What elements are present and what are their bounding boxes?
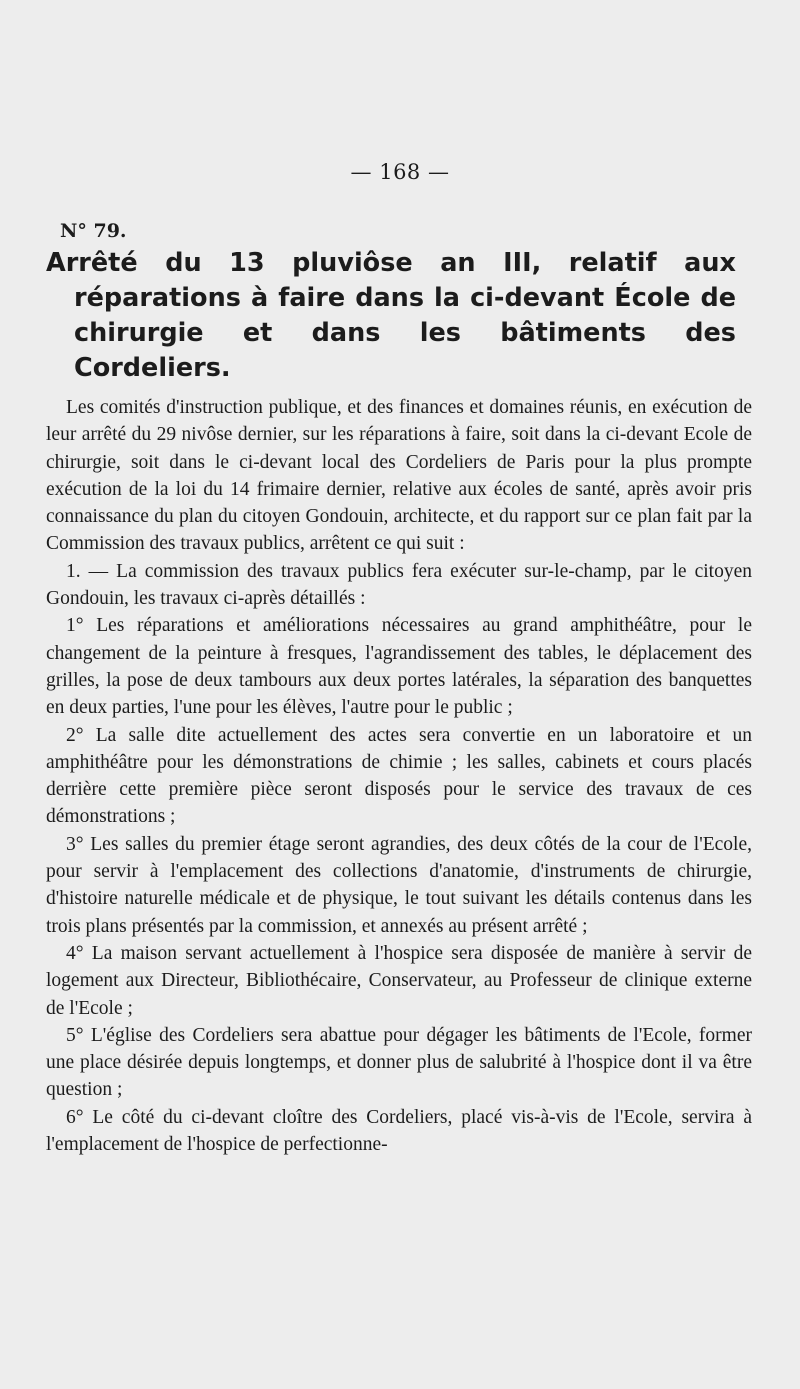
- paragraph-item-2: 2° La salle dite actuellement des actes sera convertie en un laboratoire et un amphithéâtre pour les démonstrations de chimie ; les salles, cabinets et cours placés derrière cette première pièce seront disposés pour le service des travaux de ces démonstrations ;: [46, 724, 752, 828]
- paragraph-item-4: 4° La maison servant actuellement à l'hospice sera disposée de manière à servir de logement aux Directeur, Bibliothécaire, Conservateur, au Professeur de clinique externe de l'Ecole ;: [46, 942, 752, 1019]
- document-title: Arrêté du 13 pluviôse an III, relatif aux réparations à faire dans la ci-devant École de chirurgie et dans les bâtiments des Cordeliers.: [46, 248, 736, 383]
- paragraph-preamble: Les comités d'instruction publique, et des finances et domaines réunis, en exécution de leur arrêté du 29 nivôse dernier, sur les réparations à faire, soit dans la ci-devant Ecole de chirurgie, soit dans le ci-devant local des Cordeliers de Paris pour la plus prompte exécution de la loi du 14 frimaire dernier, relative aux écoles de santé, après avoir pris connaissance du plan du citoyen Gondouin, architecte, et du rapport sur ce plan fait par la Commission des travaux publics, arrêtent ce qui suit :: [46, 397, 752, 555]
- paragraph-article-1: 1. — La commission des travaux publics fera exécuter sur-le-champ, par le citoyen Gondouin, les travaux ci-après détaillés :: [46, 560, 752, 610]
- page-number: — 168 —: [350, 160, 450, 184]
- paragraph-item-3: 3° Les salles du premier étage seront agrandies, des deux côtés de la cour de l'Ecole, pour servir à l'emplacement des collections d'anatomie, d'instruments de chirurgie, d'histoire naturelle médicale et de physique, le tout suivant les détails contenus dans les trois plans présentés par la commission, et annexés au présent arrêté ;: [46, 833, 752, 937]
- paragraph-item-5: 5° L'église des Cordeliers sera abattue pour dégager les bâtiments de l'Ecole, former une place désirée depuis longtemps, et donner plus de salubrité à l'hospice dont il va être question ;: [46, 1024, 752, 1101]
- document-body: [46, 394, 752, 1158]
- paragraph-item-6: 6° Le côté du ci-devant cloître des Cordeliers, placé vis-à-vis de l'Ecole, servira à l'emplacement de l'hospice de perfectionne-: [46, 1106, 752, 1156]
- paragraph-item-1: 1° Les réparations et améliorations nécessaires au grand amphithéâtre, pour le changement de la peinture à fresques, l'agrandissement des tables, le déplacement des grilles, la pose de deux tambours aux deux portes latérales, la séparation des banquettes en deux parties, l'une pour les élèves, l'autre pour le public ;: [46, 615, 752, 719]
- document-number: N° 79.: [60, 220, 127, 242]
